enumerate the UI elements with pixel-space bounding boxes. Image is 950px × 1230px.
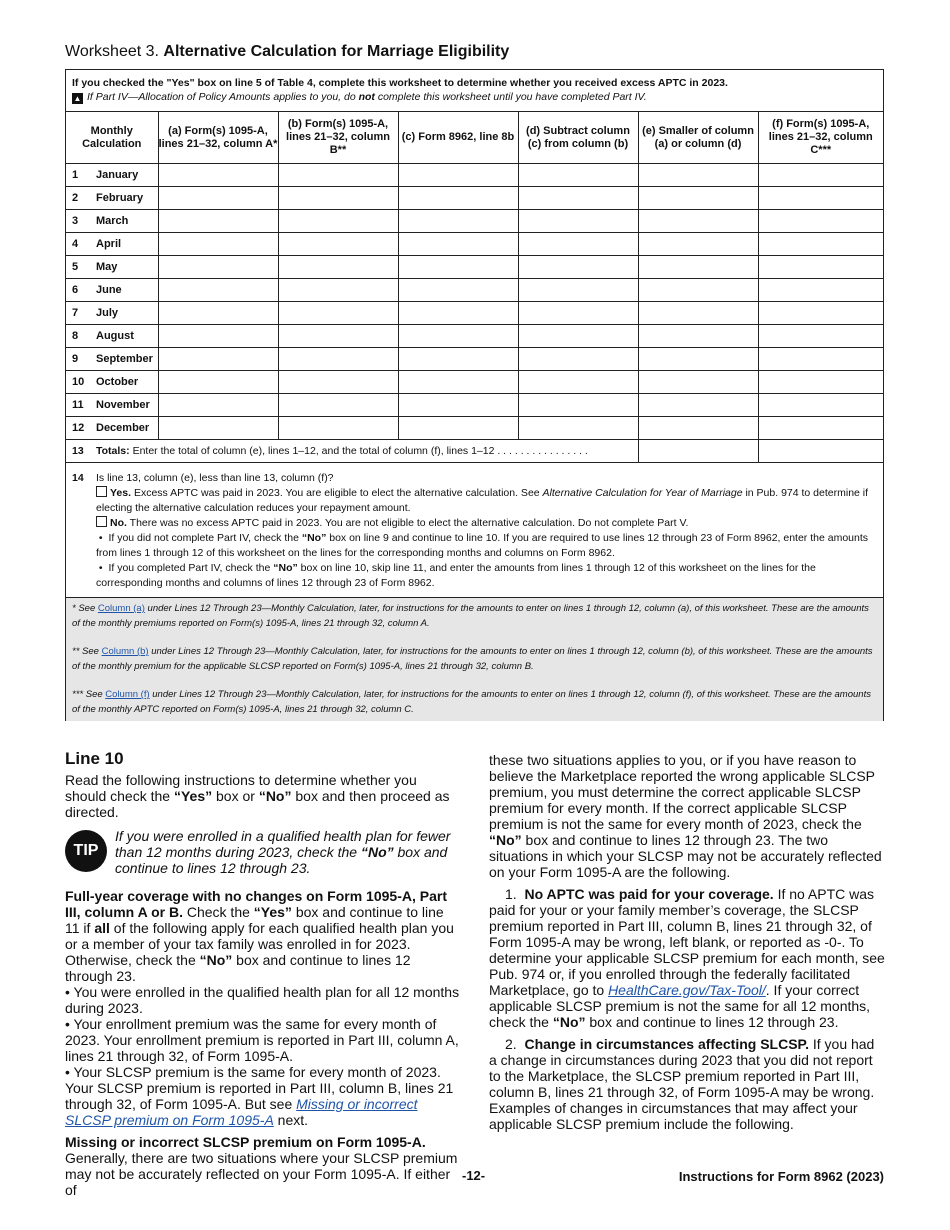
table-header-row (66, 112, 883, 164)
month-label-cell (66, 233, 158, 256)
col-c-input[interactable] (398, 325, 518, 348)
month-label-cell (66, 302, 158, 325)
col-b-input[interactable] (278, 371, 398, 394)
month-name: March (96, 215, 129, 227)
month-name: November (96, 399, 150, 411)
tip-box (65, 828, 460, 878)
month-name: August (96, 330, 134, 342)
tip-no: “No” (360, 844, 394, 860)
worksheet-title-main: Alternative Calculation for Marriage Eligibility (163, 43, 510, 60)
line-14-bullet-1 (66, 531, 883, 561)
no-label: No. (110, 517, 127, 529)
line-14-no-option (66, 516, 883, 531)
header-col-b: (b) Form(s) 1095-A, lines 21–32, column B** (278, 112, 398, 164)
total-col-e-input[interactable] (638, 440, 758, 463)
table-row (66, 371, 883, 394)
line-number: 7 (72, 307, 79, 319)
intro-text-3: box and then proceed as directed. (65, 788, 450, 820)
col-b-input[interactable] (278, 187, 398, 210)
col-a-input[interactable] (158, 164, 278, 187)
item-1-no: “No” (552, 1014, 586, 1030)
right-paragraph-1 (489, 752, 885, 880)
yes-text-1: Excess APTC was paid in 2023. You are eligible to elect the alternative calculation. See (133, 487, 543, 499)
table-row (66, 417, 883, 440)
col-c-input[interactable] (398, 256, 518, 279)
form-footer-title: Instructions for Form 8962 (2023) (678, 1169, 884, 1184)
col-d-input[interactable] (518, 417, 638, 440)
col-b-input[interactable] (278, 325, 398, 348)
month-name: December (96, 422, 150, 434)
table-row (66, 279, 883, 302)
footnote-f-pre: *** See (72, 689, 106, 700)
line-14-bullet-2 (66, 561, 883, 591)
col-a-input[interactable] (158, 417, 278, 440)
col-a-input[interactable] (158, 348, 278, 371)
totals-text: Enter the total of column (e), lines 1–12, and the total of column (f), lines 1–12 . . . . . . . . . . . . . . . . (132, 445, 588, 457)
yes-label: Yes. (110, 487, 132, 499)
month-label-cell (66, 187, 158, 210)
month-label-cell (66, 256, 158, 279)
total-col-f-input[interactable] (758, 440, 883, 463)
col-f-input[interactable] (758, 371, 883, 394)
right-p1-no: “No” (489, 832, 522, 848)
col-e-input[interactable] (638, 302, 758, 325)
line-number: 6 (72, 284, 79, 296)
item-1-text-c: box and continue to lines 12 through 23. (585, 1014, 839, 1030)
caution-mid: applies to you, do (273, 91, 359, 103)
fy-text-3: of the following apply for each qualified health plan you or a member of your tax family was enrolled in for 2023. Otherwise, check the (65, 920, 454, 968)
bullet-2-no: “No” (273, 562, 298, 574)
monthly-calculation-table (66, 111, 883, 463)
line-number: 10 (72, 376, 85, 388)
bullet-icon: • (96, 532, 109, 544)
worksheet-footnotes (66, 597, 883, 721)
col-c-input[interactable] (398, 302, 518, 325)
col-f-input[interactable] (758, 233, 883, 256)
tip-text-2: box and continue to lines 12 through 23. (115, 844, 448, 876)
col-c-input[interactable] (398, 348, 518, 371)
fy-yes: “Yes” (253, 904, 292, 920)
full-year-paragraph (65, 888, 460, 1128)
month-name: January (96, 169, 139, 181)
column-f-link[interactable]: Column (f) (105, 689, 150, 700)
line-number: 2 (72, 192, 79, 204)
month-name: July (96, 307, 119, 319)
col-e-input[interactable] (638, 256, 758, 279)
footnote-b-pre: ** See (72, 646, 102, 657)
col-d-input[interactable] (518, 164, 638, 187)
bullet-1-text: You were enrolled in the qualified health plan for all 12 months during 2023. (65, 984, 460, 1016)
item-1-number: 1. (505, 886, 517, 902)
month-label-cell (66, 279, 158, 302)
item-1-paragraph (489, 886, 885, 1030)
item-1-heading: No APTC was paid for your coverage. (524, 886, 774, 902)
table-row (66, 210, 883, 233)
right-p1-text-b: box and continue to lines 12 through 23. The two situations in which your SLCSP may not be accurately reflected on your Form 1095-A are the following. (489, 832, 882, 880)
col-d-input[interactable] (518, 187, 638, 210)
month-label-cell (66, 417, 158, 440)
item-2-text: If you had a change in circumstances during 2023 that you did not report to the Marketplace, the SLCSP premium reported in Part III, column B, lines 21 through 32, of Form 1095-A may be wrong. Examples of changes in circumstances that may affect your applicable SLCSP premium include the following. (489, 1036, 875, 1132)
fy-text-1: Check the (182, 904, 254, 920)
col-e-input[interactable] (638, 279, 758, 302)
header-col-f: (f) Form(s) 1095-A, lines 21–32, column C*** (758, 112, 883, 164)
left-column (65, 751, 460, 1204)
col-b-input[interactable] (278, 417, 398, 440)
col-c-input[interactable] (398, 371, 518, 394)
totals-label: Totals: (96, 445, 130, 457)
col-c-input[interactable] (398, 417, 518, 440)
table-row (66, 394, 883, 417)
month-name: October (96, 376, 139, 388)
col-d-input[interactable] (518, 348, 638, 371)
col-a-input[interactable] (158, 279, 278, 302)
footnote-a-pre: * See (72, 603, 98, 614)
table-row (66, 302, 883, 325)
col-a-input[interactable] (158, 302, 278, 325)
col-f-input[interactable] (758, 394, 883, 417)
col-d-input[interactable] (518, 210, 638, 233)
header-col-a: (a) Form(s) 1095-A, lines 21–32, column A* (158, 112, 278, 164)
item-2-paragraph (489, 1036, 885, 1132)
missing-slcsp-link[interactable]: Missing or incorrect SLCSP premium on Form 1095-A (65, 1096, 418, 1128)
col-d-input[interactable] (518, 325, 638, 348)
col-d-input[interactable] (518, 394, 638, 417)
col-b-input[interactable] (278, 210, 398, 233)
col-e-input[interactable] (638, 371, 758, 394)
line-number: 5 (72, 261, 79, 273)
bullet-1-post: box on line 9 and continue to line 10. If you are required to use lines 12 through 23 of Form 8962, enter the amounts from lines 1 through 12 of this worksheet on the lines for the corresponding months and columns on Form 8962. (96, 532, 869, 559)
bullet-2-post: box on line 10, skip line 11, and enter the amounts from lines 1 through 12 of this worksheet on the lines for the corresponding months and columns of lines 12 through 23 of Form 8962. (96, 562, 816, 589)
col-e-input[interactable] (638, 164, 758, 187)
bullet-2-text: Your enrollment premium was the same for every month of 2023. Your enrollment premium is reported in Part III, column A, lines 21 through 32, of Form 1095-A. (65, 1016, 459, 1064)
header-monthly-calculation: Monthly Calculation (66, 112, 158, 164)
bullet-3-post: next. (273, 1112, 309, 1128)
column-b-link[interactable]: Column (b) (101, 646, 149, 657)
line-10-intro (65, 772, 460, 820)
bullet-icon: • (65, 984, 74, 1000)
col-a-input[interactable] (158, 187, 278, 210)
col-c-input[interactable] (398, 164, 518, 187)
line-14-question-text: Is line 13, column (e), less than line 13, column (f)? (96, 472, 334, 484)
col-f-input[interactable] (758, 210, 883, 233)
table-row (66, 348, 883, 371)
full-year-heading: Full-year coverage with no changes on Form 1095-A, Part III, column A or B. (65, 888, 447, 920)
right-p1-text-a: these two situations applies to you, or if you have reason to believe the Marketplace reported the wrong applicable SLCSP premium, you must determine the correct applicable SLCSP premium for every month. If the correct applicable SLCSP premium is not the same for every month of 2023, check the (489, 752, 875, 832)
col-c-input[interactable] (398, 279, 518, 302)
col-e-input[interactable] (638, 233, 758, 256)
worksheet-intro-line: If you checked the "Yes" box on line 5 of Table 4, complete this worksheet to determine whether you received excess APTC in 2023. (72, 77, 728, 89)
bullet-icon: • (65, 1016, 74, 1032)
yes-text-2: in Pub. 974 to determine if electing the alternative calculation reduces your repayment amount. (96, 487, 869, 514)
col-c-input[interactable] (398, 233, 518, 256)
caution-not: not (358, 91, 375, 103)
line-number: 8 (72, 330, 79, 342)
col-b-input[interactable] (278, 348, 398, 371)
worksheet-title-prefix: Worksheet 3. (65, 43, 159, 60)
col-f-input[interactable] (758, 279, 883, 302)
col-b-input[interactable] (278, 279, 398, 302)
month-label-cell (66, 325, 158, 348)
col-a-input[interactable] (158, 394, 278, 417)
fy-all: all (94, 920, 110, 936)
col-b-input[interactable] (278, 394, 398, 417)
line-14-number: 14 (72, 472, 84, 484)
table-row (66, 233, 883, 256)
table-row (66, 256, 883, 279)
col-d-input[interactable] (518, 371, 638, 394)
month-label-cell (66, 164, 158, 187)
item-2-number: 2. (505, 1036, 517, 1052)
col-e-input[interactable] (638, 394, 758, 417)
page-number: -12- (462, 1168, 486, 1183)
col-d-input[interactable] (518, 233, 638, 256)
footnote-b (66, 631, 883, 674)
worksheet-title (65, 43, 509, 61)
col-e-input[interactable] (638, 417, 758, 440)
tip-icon: TIP (65, 830, 107, 872)
table-row (66, 187, 883, 210)
month-label-cell (66, 371, 158, 394)
col-c-input[interactable] (398, 394, 518, 417)
line-number: 9 (72, 353, 79, 365)
footnote-f-post: under Lines 12 Through 23—Monthly Calculation, later, for instructions for the amounts to enter on lines 1 through 12, column (f), of this worksheet. These are the amounts of the monthly APTC reported on Form(s) 1095-A, lines 21 through 32, column C. (72, 689, 871, 715)
month-name: April (96, 238, 122, 250)
intro-text-1: Read the following instructions to determine whether you should check the (65, 772, 417, 804)
col-f-input[interactable] (758, 302, 883, 325)
col-f-input[interactable] (758, 256, 883, 279)
col-e-input[interactable] (638, 325, 758, 348)
line-14-question (66, 468, 883, 486)
col-d-input[interactable] (518, 302, 638, 325)
col-b-input[interactable] (278, 256, 398, 279)
bullet-2-pre: If you completed Part IV, check the (108, 562, 274, 574)
col-f-input[interactable] (758, 348, 883, 371)
col-a-input[interactable] (158, 233, 278, 256)
caution-icon: ▲ (73, 94, 82, 103)
missing-heading: Missing or incorrect SLCSP premium on Form 1095-A. (65, 1134, 426, 1150)
caution-pre: If Part IV—Allocation of Policy Amounts (87, 91, 274, 103)
footnote-a (66, 598, 883, 631)
right-column (489, 751, 885, 1138)
line-number: 1 (72, 169, 79, 181)
line-number: 3 (72, 215, 79, 227)
bullet-icon: • (65, 1064, 74, 1080)
footnote-a-post: under Lines 12 Through 23—Monthly Calculation, later, for instructions for the amounts to enter on lines 1 through 12, column (a), of this worksheet. These are the amounts of the monthly premiums reported on Form(s) 1095-A, lines 21 through 32, column A. (72, 603, 869, 629)
col-a-input[interactable] (158, 371, 278, 394)
bullet-1-no: “No” (301, 532, 327, 544)
footnote-f (66, 674, 883, 717)
line-10-heading: Line 10 (65, 749, 124, 768)
no-text: There was no excess APTC paid in 2023. You are not eligible to elect the alternative calculation. Do not complete Part V. (129, 517, 689, 529)
table-row (66, 325, 883, 348)
fy-no: “No” (199, 952, 233, 968)
col-f-input[interactable] (758, 187, 883, 210)
col-b-input[interactable] (278, 164, 398, 187)
line-14-yes-option (66, 486, 883, 516)
col-f-input[interactable] (758, 325, 883, 348)
item-1-text-b: . If your correct applicable SLCSP premium is not the same for all 12 months, check the (489, 982, 871, 1030)
col-f-input[interactable] (758, 417, 883, 440)
worksheet-box (65, 69, 884, 721)
col-b-input[interactable] (278, 233, 398, 256)
col-d-input[interactable] (518, 256, 638, 279)
col-a-input[interactable] (158, 325, 278, 348)
bullet-1-pre: If you did not complete Part IV, check the (108, 532, 302, 544)
tip-text-1: If you were enrolled in a qualified health plan for fewer than 12 months during 2023, check the (115, 828, 451, 860)
col-f-input[interactable] (758, 164, 883, 187)
item-2-heading: Change in circumstances affecting SLCSP. (524, 1036, 809, 1052)
line-14-section (66, 468, 883, 591)
col-e-input[interactable] (638, 348, 758, 371)
col-a-input[interactable] (158, 210, 278, 233)
header-col-e: (e) Smaller of column (a) or column (d) (638, 112, 758, 164)
fy-text-4: box and continue to lines 12 through 23. (65, 952, 411, 984)
missing-text: Generally, there are two situations where your SLCSP premium may not be accurately reflected on your Form 1095-A. If either of (65, 1150, 458, 1198)
col-a-input[interactable] (158, 256, 278, 279)
col-e-input[interactable] (638, 210, 758, 233)
yes-checkbox[interactable] (96, 486, 107, 497)
missing-paragraph (65, 1134, 460, 1198)
healthcare-tax-tool-link[interactable]: HealthCare.gov/Tax-Tool/ (608, 982, 766, 998)
header-col-c: (c) Form 8962, line 8b (398, 112, 518, 164)
worksheet-intro (66, 70, 883, 104)
month-name: June (96, 284, 122, 296)
month-label-cell (66, 348, 158, 371)
totals-label-cell (66, 440, 638, 463)
no-checkbox[interactable] (96, 516, 107, 527)
footnote-b-post: under Lines 12 Through 23—Monthly Calculation, later, for instructions for the amounts to enter on lines 1 through 12, column (b), of this worksheet. These are the amounts of the monthly premium for the applicable SLCSP reported on Form(s) 1095-A, lines 21 through 32, column B. (72, 646, 873, 672)
bullet-icon: • (96, 562, 109, 574)
header-col-d: (d) Subtract column (c) from column (b) (518, 112, 638, 164)
month-name: May (96, 261, 118, 273)
col-e-input[interactable] (638, 187, 758, 210)
month-name: September (96, 353, 153, 365)
month-label-cell (66, 394, 158, 417)
bullet-3-pre: Your SLCSP premium is the same for every month of 2023. Your SLCSP premium is reported in Part III, column B, lines 21 through 32, of Form 1095-A. But see (65, 1064, 454, 1112)
col-c-input[interactable] (398, 210, 518, 233)
yes-text-italic: Alternative Calculation for Year of Marriage (542, 487, 743, 499)
totals-row (66, 440, 883, 463)
col-d-input[interactable] (518, 279, 638, 302)
fy-text-2: box and continue to line 11 if (65, 904, 444, 936)
totals-line-number: 13 (72, 445, 84, 457)
col-c-input[interactable] (398, 187, 518, 210)
line-number: 4 (72, 238, 79, 250)
col-b-input[interactable] (278, 302, 398, 325)
table-row (66, 164, 883, 187)
column-a-link[interactable]: Column (a) (97, 603, 145, 614)
item-1-text-a: If no APTC was paid for your or your family member’s coverage, the SLCSP premium reported in Part III, column B, lines 21 through 32, of Form 1095-A may be wrong, left blank, or reported as -0-. To determine your applicable SLCSP premium for each month, see Pub. 974 or, if you enrolled through the federally facilitated Marketplace, go to (489, 886, 885, 998)
month-label-cell (66, 210, 158, 233)
intro-no: “No” (258, 788, 292, 804)
caution-post: complete this worksheet until you have completed Part IV. (374, 91, 647, 103)
line-number: 12 (72, 422, 85, 434)
intro-yes: “Yes” (173, 788, 213, 804)
caution-line (72, 90, 877, 104)
line-number: 11 (72, 399, 84, 411)
intro-text-2: box or (212, 788, 259, 804)
month-name: February (96, 192, 144, 204)
